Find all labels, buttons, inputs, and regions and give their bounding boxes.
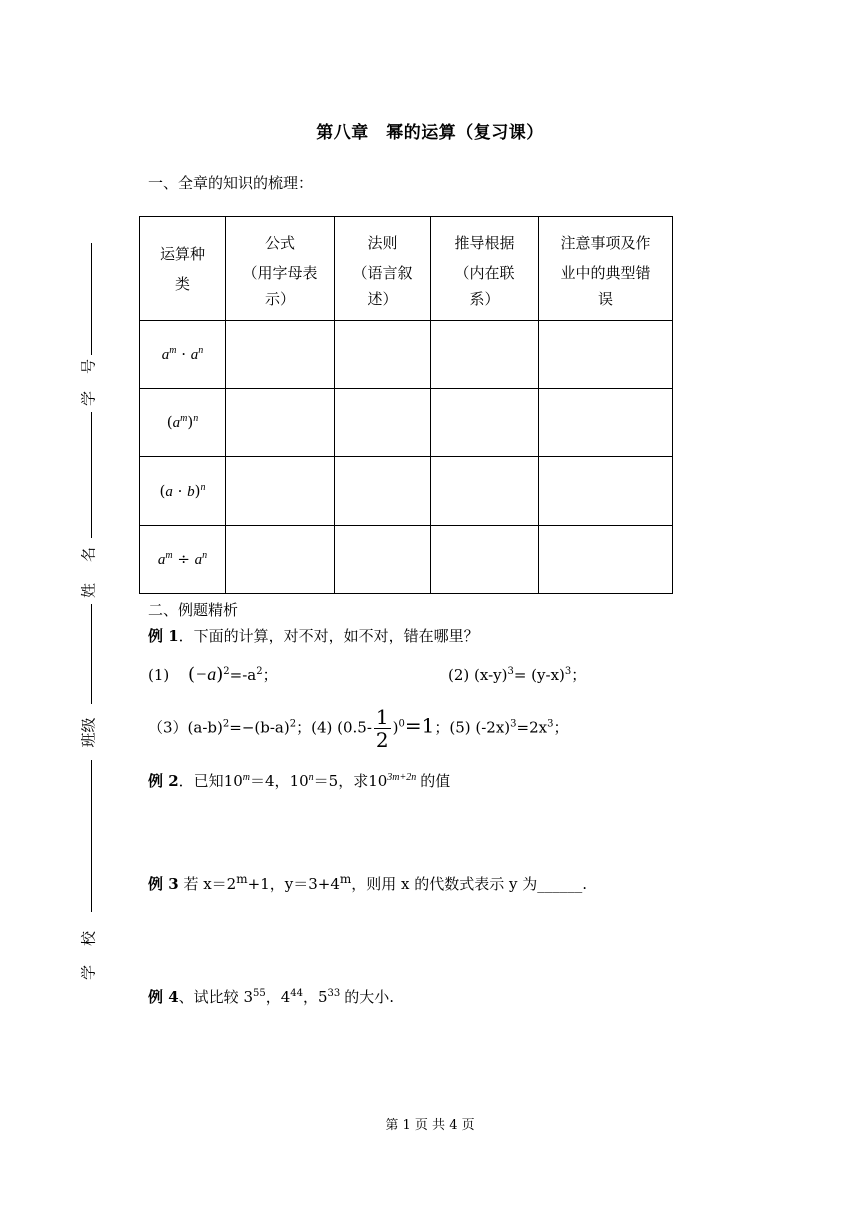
example-3-label: 例 3 — [148, 875, 179, 893]
binding-line — [91, 604, 92, 704]
side-label-student-id: 号 — [79, 359, 98, 375]
table-row — [140, 321, 673, 389]
table-row — [140, 457, 673, 526]
table-header-row — [140, 217, 673, 321]
example-1-items-3-5: $(3)(a-b)^2=-(b-a)^2$；(4) (0.5- $\frac{1}{2}$ )$^0$=1；(5) $(-2x)^3=2x^3$； — [148, 705, 569, 752]
knowledge-table — [139, 216, 673, 594]
table-row — [140, 389, 673, 457]
binding-line — [91, 760, 92, 912]
example-4: 例 4、试比较 $3^{55}$，$4^{44}$，$5^{33}$ 的大小. — [148, 988, 395, 1006]
binding-line — [91, 243, 92, 355]
example-3: 例 3 若 $x=2^m+1$，$y=3+4^m$，则用 x 的代数式表示 y 为______. — [148, 872, 588, 893]
example-2-label: 例 2 — [148, 772, 179, 790]
header-formula: 公式 （用字母表 示） — [226, 217, 335, 321]
row-label-power: $(a^m)^n$ — [140, 389, 226, 457]
binding-line — [91, 412, 92, 538]
page-title: 第八章 幂的运算（复习课） — [316, 123, 544, 143]
example-4-label: 例 4 — [148, 988, 179, 1006]
section-heading-2: 二、例题精析 — [148, 601, 239, 619]
fraction-one-half: $\frac{1}{2}$ — [375, 705, 389, 752]
side-label-name: 姓 — [79, 583, 98, 599]
row-label-product-power: $(a \cdot b)^n$ — [140, 457, 226, 526]
header-basis: 推导根据 （内在联 系） — [431, 217, 539, 321]
example-2: 例 2．已知$10^m=4$，$10^n=5$，求$10^{3m+2n}$ 的值 — [148, 772, 451, 790]
row-label-quotient: $a^m \div a^n$ — [140, 526, 226, 594]
row-label-product: $a^m \cdot a^n$ — [140, 321, 226, 389]
header-op-type: 运算种 类 — [140, 217, 226, 321]
table-row — [140, 526, 673, 594]
section-heading-1: 一、全章的知识的梳理： — [148, 174, 314, 192]
example-1-label: 例 1 — [148, 627, 179, 645]
header-notes: 注意事项及作 业中的典型错 误 — [539, 217, 673, 321]
example-1: 例 1．下面的计算，对不对，如不对，错在哪里？ — [148, 627, 479, 645]
page-footer: 第 1 页 共 4 页 — [385, 1118, 475, 1133]
side-label-school: 学 — [79, 965, 98, 981]
header-rule: 法则 （语言叙 述） — [335, 217, 431, 321]
example-1-item-2: (2) $(x-y)^3= (y-x)^3$； — [448, 666, 587, 684]
example-1-item-1: (1) $(-a)^2=-a^2$； — [148, 664, 278, 685]
side-label-class: 班级 — [79, 717, 98, 748]
